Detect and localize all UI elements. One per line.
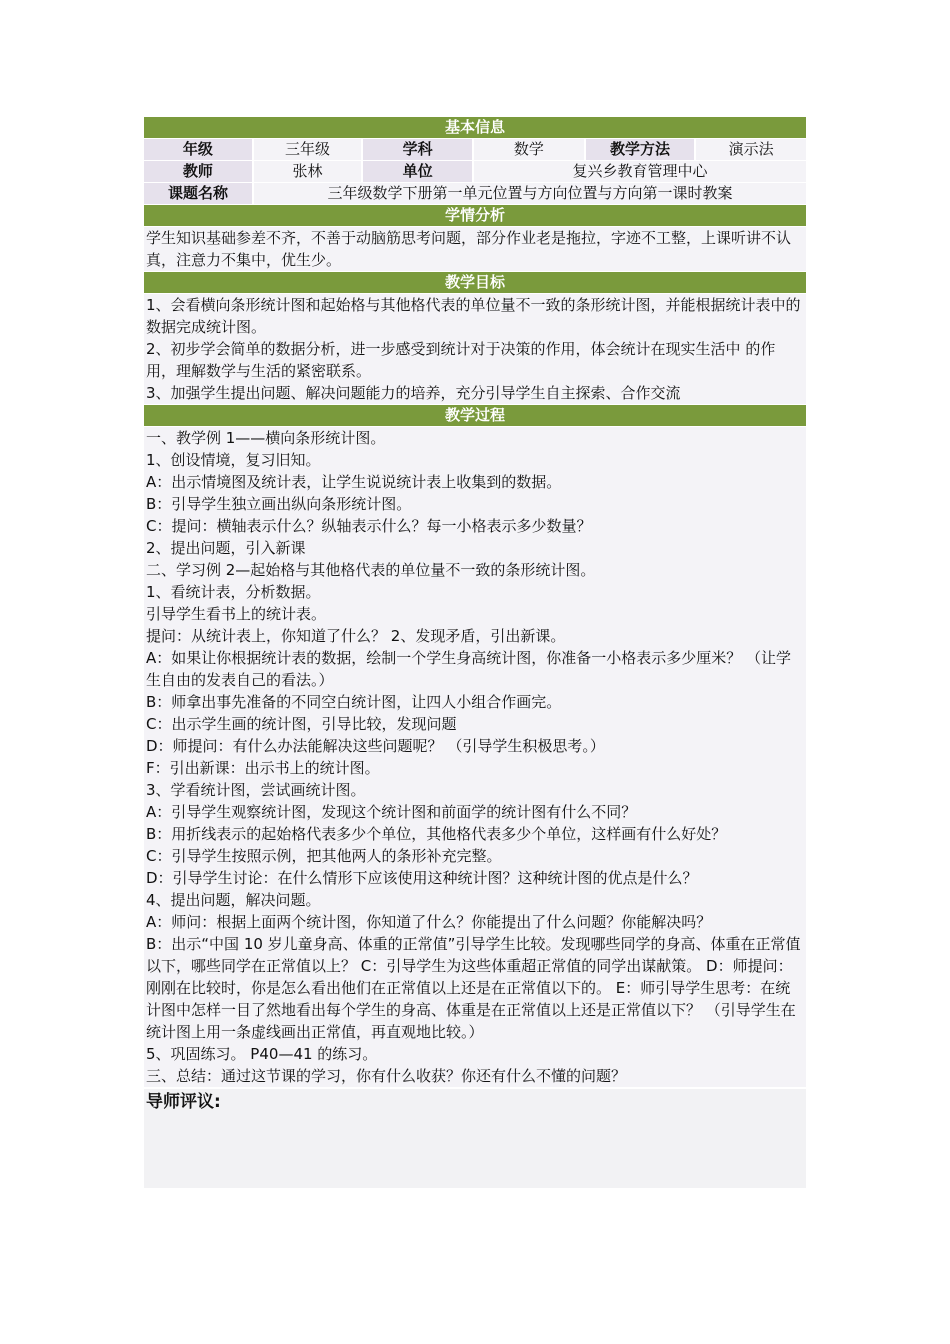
process-line: B：师拿出事先准备的不同空白统计图，让四人小组合作画完。 [146, 693, 562, 711]
process-line: F：引出新课：出示书上的统计图。 [146, 759, 380, 777]
process-header: 教学过程 [144, 405, 806, 426]
subject-value: 数学 [474, 139, 584, 160]
process-line: 1、创设情境，复习旧知。 [146, 451, 321, 469]
unit-value: 复兴乡教育管理中心 [474, 161, 806, 182]
lesson-plan-document [144, 116, 806, 1188]
process-line: C：引导学生按照示例，把其他两人的条形补充完整。 [146, 847, 502, 865]
process-line: A：出示情境图及统计表，让学生说说统计表上收集到的数据。 [146, 473, 562, 491]
process-line: 二、学习例 2—起始格与其他格代表的单位量不一致的条形统计图。 [146, 561, 596, 579]
goals-list [144, 294, 806, 404]
mentor-comment-box [144, 1089, 806, 1188]
process-line: B：用折线表示的起始格代表多少个单位，其他格代表多少个单位，这样画有什么好处？ [146, 825, 727, 843]
goal-item: 3、加强学生提出问题、解决问题能力的培养，充分引导学生自主探索、合作交流 [146, 384, 681, 402]
info-row-2 [144, 161, 806, 182]
teacher-label: 教师 [144, 161, 252, 182]
process-line: D：师提问：有什么办法能解决这些问题呢？ （引导学生积极思考。） [146, 737, 605, 755]
analysis-text [144, 227, 806, 271]
subject-label: 学科 [363, 139, 472, 160]
info-row-3 [144, 183, 806, 204]
process-line: 4、提出问题，解决问题。 [146, 891, 321, 909]
goals-header: 教学目标 [144, 272, 806, 293]
process-line: A：师问：根据上面两个统计图，你知道了什么？你能提出了什么问题？你能解决吗？ [146, 913, 712, 931]
process-line: 2、提出问题，引入新课 [146, 539, 306, 557]
grade-value: 三年级 [254, 139, 362, 160]
process-line: C：提问：横轴表示什么？纵轴表示什么？每一小格表示多少数量？ [146, 517, 592, 535]
process-line: 引导学生看书上的统计表。 [146, 605, 327, 623]
topic-value: 三年级数学下册第一单元位置与方向位置与方向第一课时教案 [254, 183, 806, 204]
goal-item: 1、会看横向条形统计图和起始格与其他格代表的单位量不一致的条形统计图，并能根据统计表中的数据完成统计图。 [146, 296, 801, 336]
process-line: 提问：从统计表上，你知道了什么？ 2、发现矛盾，引出新课。 [146, 627, 566, 645]
process-line: B：引导学生独立画出纵向条形统计图。 [146, 495, 412, 513]
process-line: A：如果让你根据统计表的数据，绘制一个学生身高统计图，你准备一小格表示多少厘米？ （让学生自由的发表自己的看法。） [146, 649, 792, 689]
topic-label: 课题名称 [144, 183, 252, 204]
process-line: 1、看统计表，分析数据。 [146, 583, 321, 601]
unit-label: 单位 [363, 161, 472, 182]
process-line: 三、总结：通过这节课的学习，你有什么收获？你还有什么不懂的问题？ [146, 1067, 627, 1085]
method-label: 教学方法 [586, 139, 695, 160]
process-line: 3、学看统计图，尝试画统计图。 [146, 781, 366, 799]
process-line: 一、教学例 1——横向条形统计图。 [146, 429, 386, 447]
analysis-header: 学情分析 [144, 205, 806, 226]
info-row-1 [144, 139, 806, 160]
process-list [144, 427, 806, 1087]
process-line: D：引导学生讨论：在什么情形下应该使用这种统计图？这种统计图的优点是什么？ [146, 869, 698, 887]
analysis-paragraph: 学生知识基础参差不齐，不善于动脑筋思考问题，部分作业老是拖拉，字迹不工整，上课听讲不认真，注意力不集中，优生少。 [146, 229, 792, 269]
process-line: A：引导学生观察统计图，发现这个统计图和前面学的统计图有什么不同？ [146, 803, 637, 821]
grade-label: 年级 [144, 139, 252, 160]
process-line: B：出示“中国 10 岁儿童身高、体重的正常值”引导学生比较。发现哪些同学的身高、体重在正常值以下，哪些同学在正常值以上？ C：引导学生为这些体重超正常值的同学出谋献策。 D：师提问：刚刚在比较时，你是怎么看出他们在正常值以上还是在正常值以下的。 E：师引导学生思考：在统计图中怎样一目了然地看出每个学生的身高、体重是在正常值以上还是正常值以下？ （引导学生在统计图上用一条虚线画出正常值，再直观地比较。） [146, 935, 801, 1041]
basic-info-header: 基本信息 [144, 117, 806, 138]
process-line: 5、巩固练习。 P40—41 的练习。 [146, 1045, 378, 1063]
teacher-value: 张林 [254, 161, 362, 182]
process-line: C：出示学生画的统计图，引导比较，发现问题 [146, 715, 457, 733]
mentor-comment-title: 导师评议: [146, 1092, 221, 1112]
method-value: 演示法 [696, 139, 806, 160]
goal-item: 2、初步学会简单的数据分析，进一步感受到统计对于决策的作用，体会统计在现实生活中 的作用，理解数学与生活的紧密联系。 [146, 340, 776, 380]
